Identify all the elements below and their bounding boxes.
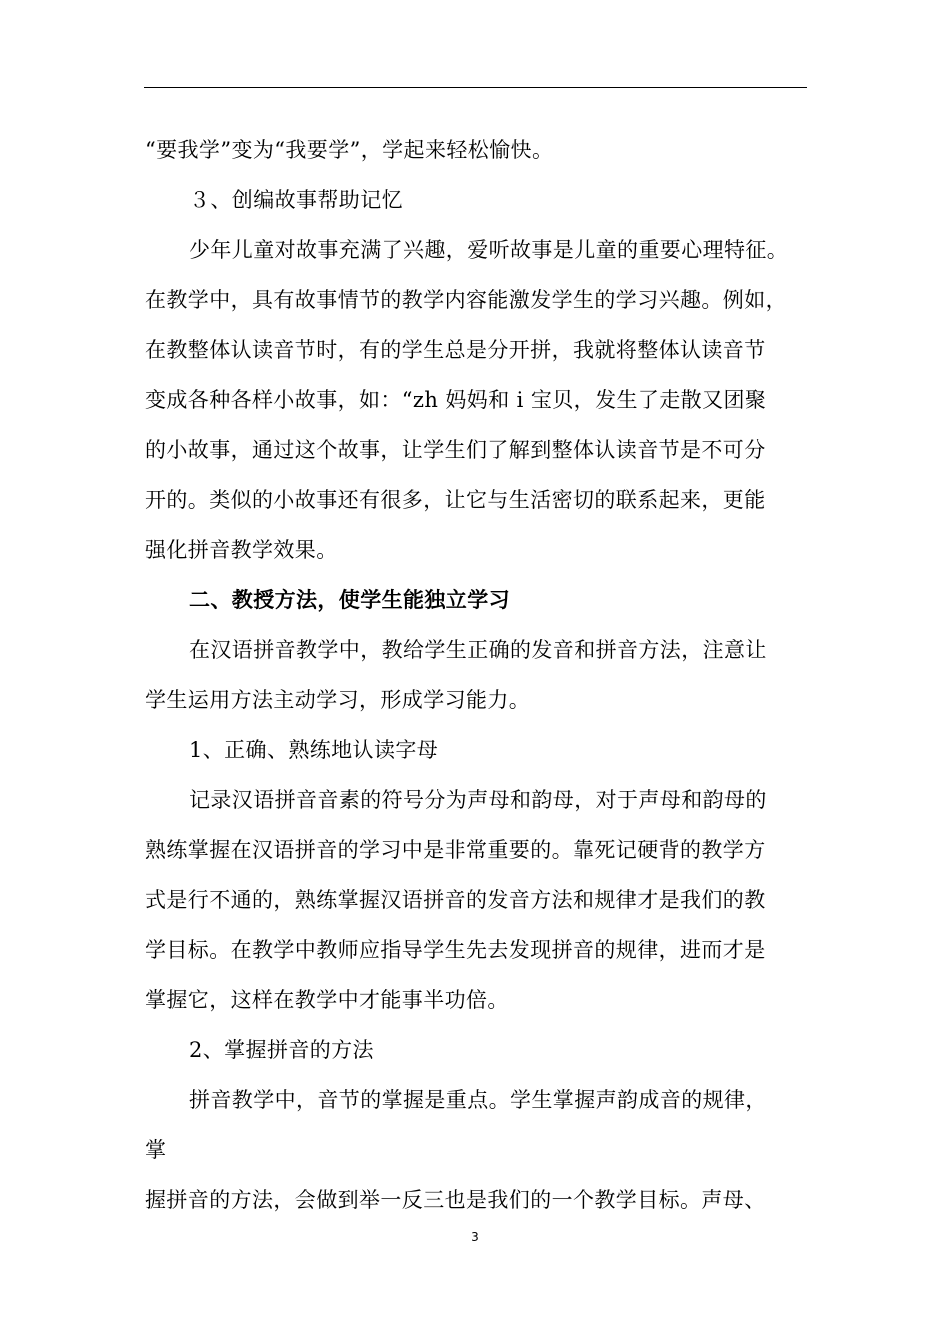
body-line: 少年儿童对故事充满了兴趣，爱听故事是儿童的重要心理特征。 [189,238,789,262]
header-rule [144,87,807,88]
body-line: 变成各种各样小故事，如：“zh 妈妈和 i 宝贝，发生了走散又团聚 [145,388,767,412]
body-line: 的小故事，通过这个故事，让学生们了解到整体认读音节是不可分 [145,438,766,462]
body-line: 记录汉语拼音音素的符号分为声母和韵母，对于声母和韵母的 [189,788,767,812]
body-line: 学生运用方法主动学习，形成学习能力。 [145,688,531,712]
body-line: 学目标。在教学中教师应指导学生先去发现拼音的规律，进而才是 [145,938,766,962]
subheading: 2、掌握拼音的方法 [189,1038,374,1062]
body-line: 式是行不通的，熟练掌握汉语拼音的发音方法和规律才是我们的教 [145,888,766,912]
body-line: 熟练掌握在汉语拼音的学习中是非常重要的。靠死记硬背的教学方 [145,838,766,862]
section-heading: 二、教授方法，使学生能独立学习 [189,587,510,612]
body-line: 开的。类似的小故事还有很多，让它与生活密切的联系起来，更能 [145,488,766,512]
body-line: 掌握它，这样在教学中才能事半功倍。 [145,988,509,1012]
page-number: 3 [471,1230,479,1244]
body-line: “要我学”变为“我要学”，学起来轻松愉快。 [145,138,554,162]
body-line: 在教整体认读音节时，有的学生总是分开拼，我就将整体认读音节 [145,338,766,362]
body-line: 在教学中，具有故事情节的教学内容能激发学生的学习兴趣。例如， [145,288,787,312]
body-line: 拼音教学中，音节的掌握是重点。学生掌握声韵成音的规律， [189,1088,767,1112]
body-line: 握拼音的方法，会做到举一反三也是我们的一个教学目标。声母、 [145,1188,766,1212]
body-line: 强化拼音教学效果。 [145,538,338,562]
body-line: 在汉语拼音教学中，教给学生正确的发音和拼音方法，注意让 [189,638,767,662]
subheading: 1、正确、熟练地认读字母 [189,738,439,762]
body-line: 掌 [145,1138,167,1162]
subheading: ３、创编故事帮助记忆 [189,188,403,212]
